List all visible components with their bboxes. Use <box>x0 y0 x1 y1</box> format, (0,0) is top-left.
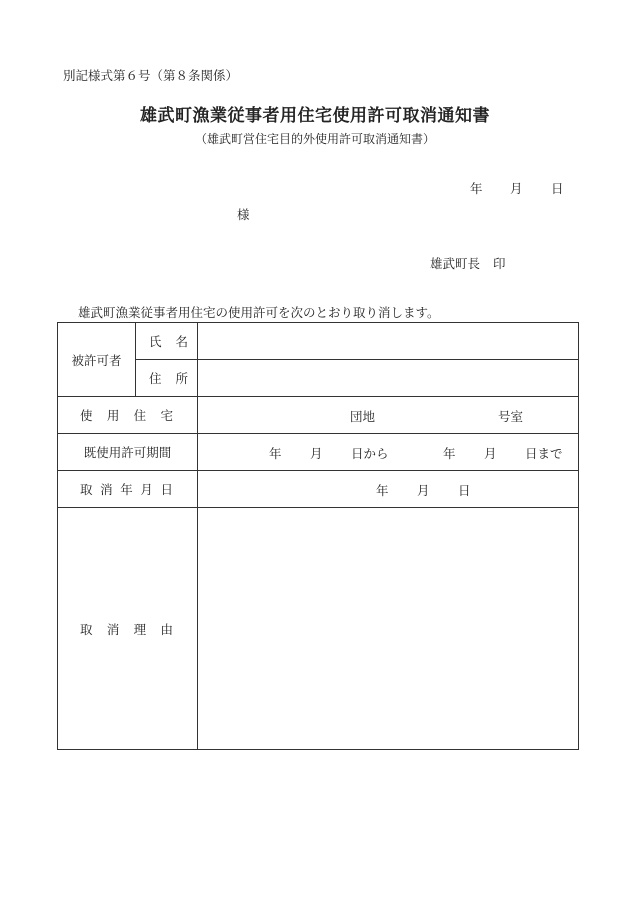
row-permittee-address <box>58 360 579 397</box>
cancel-date-label <box>58 471 198 508</box>
intro-text: 雄武町漁業従事者用住宅の使用許可を次のとおり取り消します。 <box>78 305 440 320</box>
cancel-date-label-char-5: 日 <box>160 482 173 497</box>
cancel-year: 年 <box>376 483 389 498</box>
period-from-month: 月 <box>310 446 323 461</box>
period-value-field[interactable] <box>198 434 579 471</box>
period-to-month: 月 <box>484 446 497 461</box>
cancel-day: 日 <box>458 483 471 498</box>
issuer-name: 雄武町長 <box>430 256 481 271</box>
period-label <box>58 434 198 471</box>
period-label-text: 既使用許可期間 <box>83 445 172 460</box>
issue-date-line <box>470 179 564 197</box>
row-reason <box>58 508 579 750</box>
form-number: 別記様式第６号（第８条関係） <box>63 68 239 83</box>
reason-label-char-3: 理 <box>133 621 147 637</box>
name-value-field[interactable] <box>198 323 579 360</box>
date-day-label: 日 <box>551 181 564 196</box>
cancel-date-label-char-4: 月 <box>140 482 153 497</box>
name-label-char-1: 氏 <box>149 334 162 349</box>
reason-value-field[interactable] <box>198 508 579 750</box>
row-cancel-date <box>58 471 579 508</box>
document-subtitle: （雄武町営住宅目的外使用許可取消通知書） <box>194 132 435 146</box>
cancel-date-label-char-3: 年 <box>120 482 133 497</box>
date-year-label: 年 <box>470 181 483 196</box>
reason-label <box>58 508 198 750</box>
danchi-unit-label: 団地 <box>350 409 376 424</box>
period-to-day: 日まで <box>525 446 563 461</box>
housing-value-field[interactable] <box>198 397 579 434</box>
cancel-date-label-char-2: 消 <box>100 482 113 497</box>
addressee-honorific: 様 <box>237 207 250 222</box>
period-to-year: 年 <box>443 446 456 461</box>
name-label-char-2: 名 <box>175 334 188 349</box>
name-label <box>136 323 198 360</box>
cancel-date-value-field[interactable] <box>198 471 579 508</box>
housing-label-char-2: 用 <box>106 408 120 423</box>
housing-label-char-3: 住 <box>133 408 147 423</box>
cancel-date-label-char-1: 取 <box>80 482 93 497</box>
reason-label-char-2: 消 <box>106 621 120 637</box>
address-label-char-1: 住 <box>149 371 162 386</box>
row-period <box>58 434 579 471</box>
reason-label-char-1: 取 <box>80 621 93 637</box>
reason-label-char-4: 由 <box>160 621 173 637</box>
housing-label-char-1: 使 <box>80 408 93 423</box>
address-value-field[interactable] <box>198 360 579 397</box>
permittee-label <box>58 323 136 397</box>
document-title: 雄武町漁業従事者用住宅使用許可取消通知書 <box>140 106 490 126</box>
cancel-month: 月 <box>417 483 430 498</box>
period-from-day: 日から <box>351 446 389 461</box>
period-from-year: 年 <box>269 446 282 461</box>
housing-label <box>58 397 198 434</box>
issuer <box>430 254 506 272</box>
permittee-label-text: 被許可者 <box>71 352 122 368</box>
address-label <box>136 360 198 397</box>
row-permittee-name <box>58 323 579 360</box>
issuer-seal: 印 <box>493 256 506 271</box>
room-unit-label: 号室 <box>498 409 524 424</box>
notice-form-table <box>57 322 579 750</box>
address-label-char-2: 所 <box>175 371 188 386</box>
row-housing <box>58 397 579 434</box>
date-month-label: 月 <box>510 181 523 196</box>
housing-label-char-4: 宅 <box>160 408 173 423</box>
